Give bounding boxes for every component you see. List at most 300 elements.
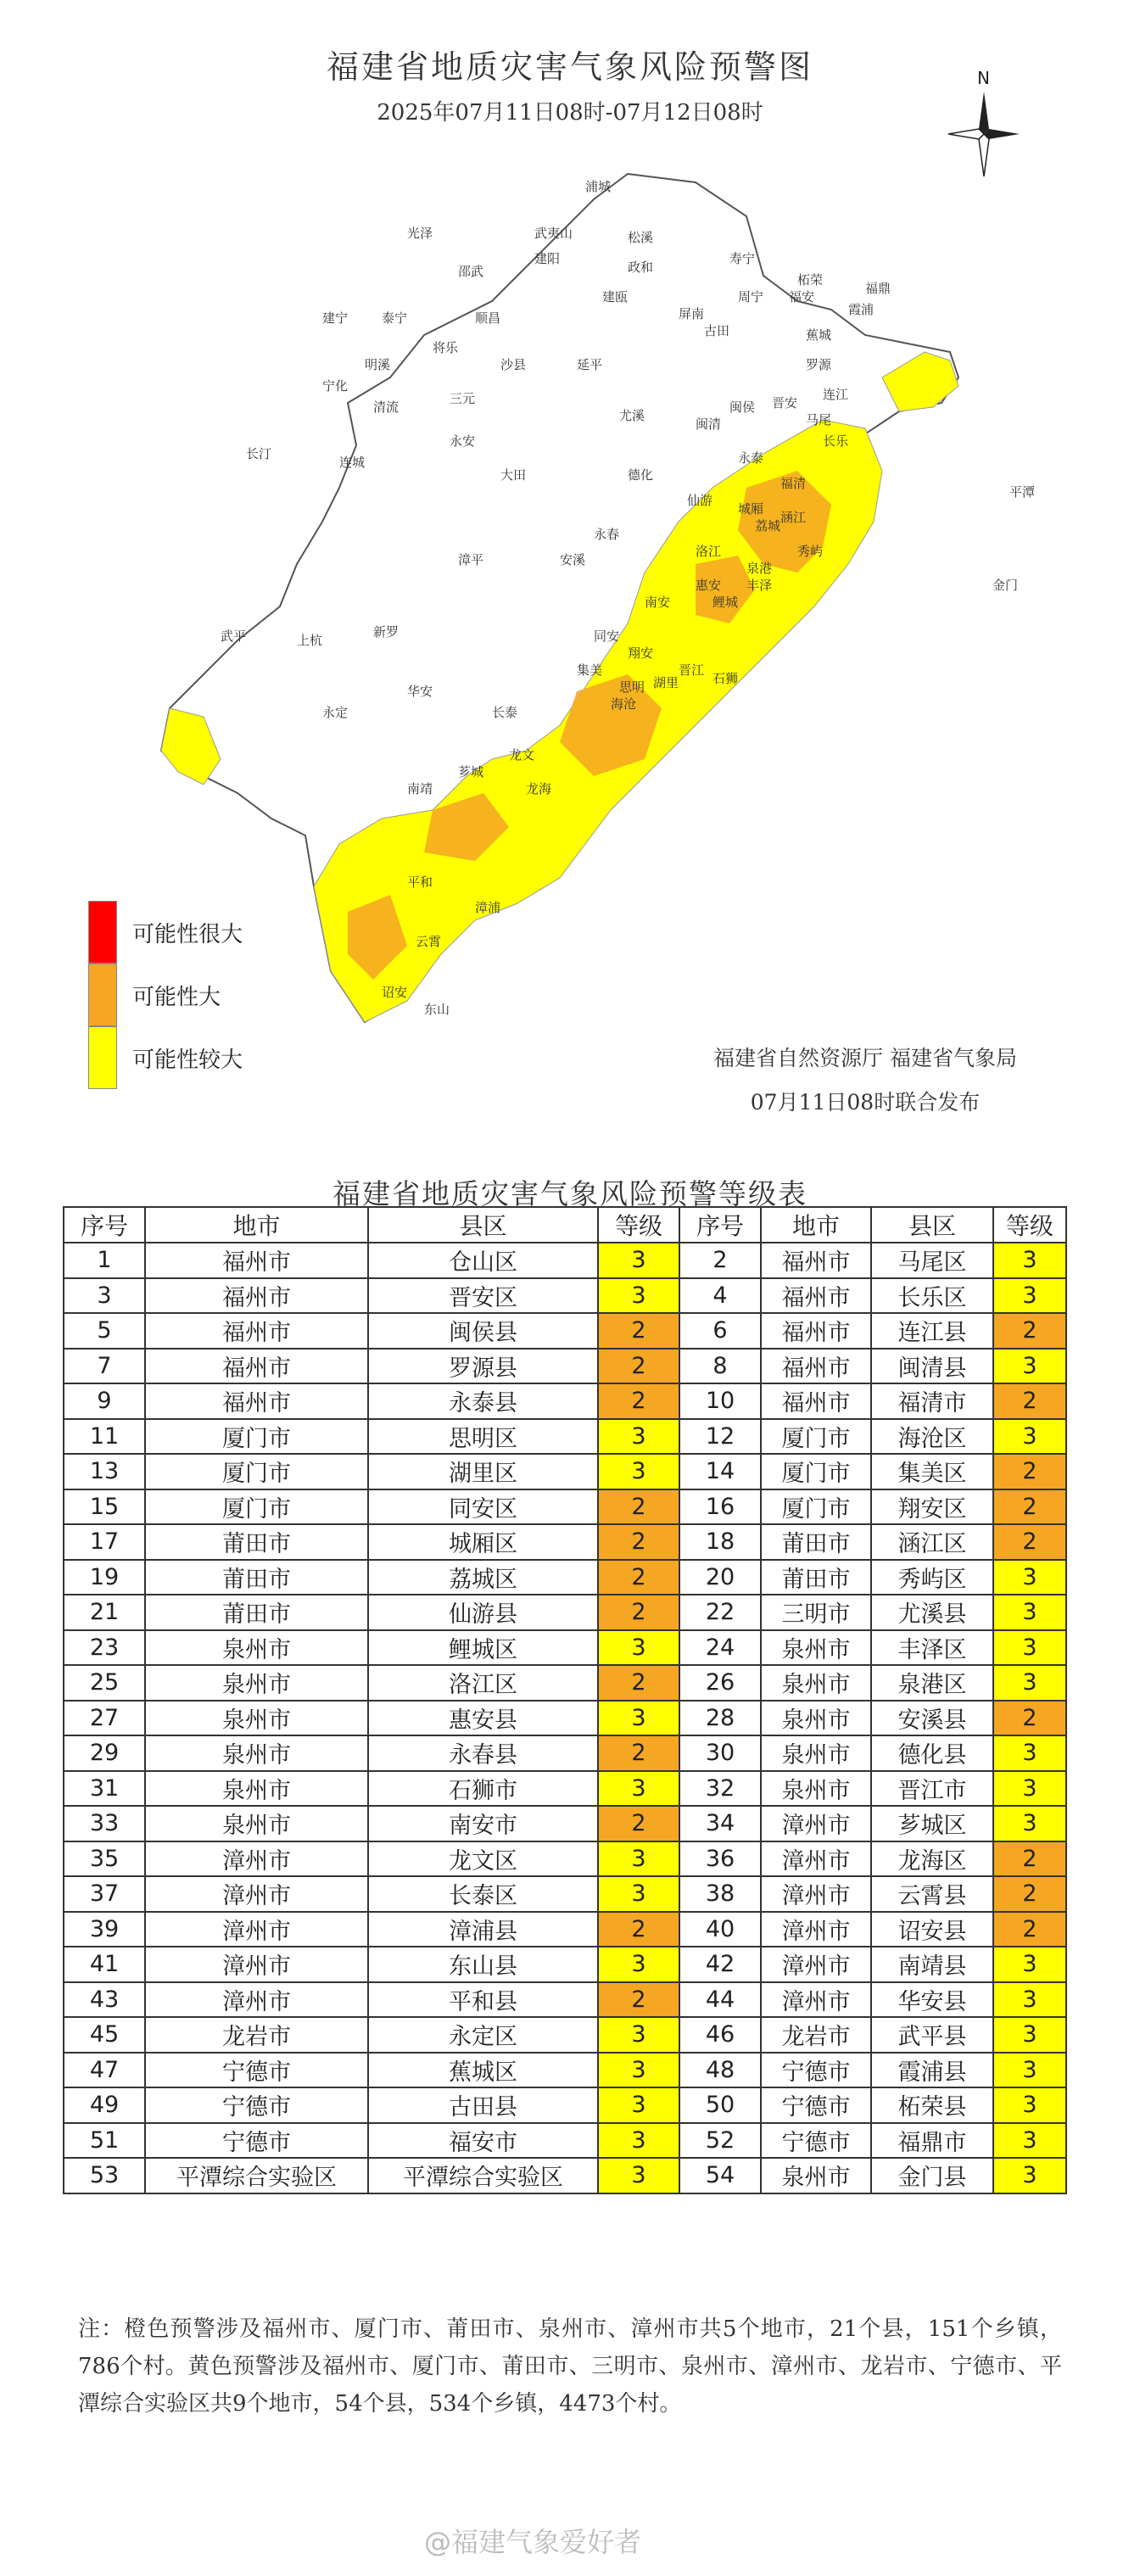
- cell-city: 福州市: [145, 1243, 368, 1278]
- cell-level: 3: [598, 1278, 679, 1314]
- cell-level: 3: [993, 1665, 1066, 1701]
- county-label: 浦城: [585, 179, 612, 194]
- cell-level: 2: [598, 1383, 679, 1419]
- cell-county: 长泰区: [368, 1876, 598, 1912]
- cell-number: 32: [679, 1771, 761, 1807]
- county-label: 顺昌: [475, 310, 501, 326]
- cell-county: 尤溪县: [871, 1595, 993, 1630]
- county-label: 柘荣: [797, 272, 824, 288]
- cell-number: 42: [679, 1947, 761, 1982]
- table-row: [64, 1313, 1066, 1349]
- cell-county: 华安县: [871, 1982, 993, 2018]
- table-row: [64, 1383, 1066, 1419]
- cell-level: 2: [598, 1735, 679, 1771]
- cell-county: 武平县: [871, 2017, 993, 2053]
- cell-city: 三明市: [761, 1595, 871, 1630]
- county-label: 诏安: [382, 985, 408, 1000]
- table-row: [64, 1278, 1066, 1314]
- cell-county: 云霄县: [871, 1876, 993, 1912]
- header-cell: 等级: [598, 1207, 679, 1243]
- table-row: [64, 2017, 1066, 2053]
- cell-level: 2: [598, 1560, 679, 1595]
- cell-number: 52: [679, 2123, 761, 2159]
- county-label: 尤溪: [619, 408, 645, 423]
- cell-county: 罗源县: [368, 1349, 598, 1384]
- cell-number: 46: [679, 2017, 761, 2053]
- county-label: 大田: [500, 467, 527, 483]
- cell-number: 31: [64, 1771, 145, 1807]
- cell-number: 29: [64, 1735, 145, 1771]
- cell-county: 福清市: [871, 1383, 993, 1419]
- table-row: [64, 1806, 1066, 1841]
- cell-level: 3: [598, 2053, 679, 2088]
- cell-city: 平潭综合实验区: [145, 2158, 368, 2193]
- county-label: 德化: [628, 467, 654, 483]
- county-label: 龙海: [526, 781, 552, 796]
- cell-level: 3: [598, 1419, 679, 1455]
- cell-level: 3: [598, 1876, 679, 1912]
- cell-level: 3: [598, 2158, 679, 2193]
- cell-county: 金门县: [871, 2158, 993, 2193]
- county-label: 漳平: [458, 552, 484, 567]
- header-cell: 序号: [679, 1207, 761, 1243]
- cell-county: 龙海区: [871, 1841, 993, 1877]
- county-label: 丰泽: [746, 578, 773, 593]
- cell-city: 漳州市: [761, 1806, 871, 1841]
- county-label: 晋江: [679, 662, 705, 678]
- county-label: 连江: [823, 387, 849, 402]
- cell-number: 36: [679, 1841, 761, 1877]
- cell-level: 3: [993, 1560, 1066, 1595]
- legend-swatch-high: [88, 964, 117, 1026]
- cell-level: 3: [598, 1841, 679, 1877]
- county-label: 荔城: [755, 518, 781, 534]
- cell-city: 漳州市: [145, 1912, 368, 1947]
- cell-number: 6: [679, 1313, 761, 1349]
- cell-county: 南靖县: [871, 1947, 993, 1982]
- cell-number: 43: [64, 1982, 145, 2018]
- cell-level: 3: [993, 1419, 1066, 1455]
- table-row: [64, 1595, 1066, 1630]
- legend-item-high: [88, 964, 243, 1026]
- cell-city: 漳州市: [145, 1876, 368, 1912]
- cell-city: 宁德市: [145, 2123, 368, 2159]
- cell-county: 晋江市: [871, 1771, 993, 1807]
- county-label: 同安: [594, 629, 620, 644]
- cell-county: 柘荣县: [871, 2087, 993, 2123]
- header-cell: 县区: [368, 1207, 598, 1243]
- cell-level: 3: [993, 1630, 1066, 1666]
- cell-city: 漳州市: [145, 1982, 368, 2018]
- county-label: 将乐: [433, 340, 459, 355]
- cell-city: 龙岩市: [761, 2017, 871, 2053]
- watermark: @福建气象爱好者: [424, 2526, 642, 2558]
- cell-city: 泉州市: [761, 1630, 871, 1666]
- legend-label: 可能性很大: [132, 921, 243, 947]
- cell-level: 2: [598, 1313, 679, 1349]
- publisher-block: [670, 1037, 1060, 1125]
- cell-county: 惠安县: [368, 1701, 598, 1736]
- county-label: 福清: [780, 476, 807, 491]
- table-row: [64, 1243, 1066, 1278]
- county-label: 古田: [704, 323, 730, 338]
- table-row: [64, 2087, 1066, 2123]
- cell-number: 17: [64, 1524, 145, 1560]
- cell-city: 福州市: [145, 1313, 368, 1349]
- county-label: 建宁: [322, 310, 349, 326]
- cell-county: 福鼎市: [871, 2123, 993, 2159]
- table-body: [64, 1243, 1066, 2193]
- cell-city: 泉州市: [145, 1665, 368, 1701]
- cell-number: 26: [679, 1665, 761, 1701]
- cell-number: 18: [679, 1524, 761, 1560]
- county-label: 金门: [992, 578, 1019, 593]
- cell-city: 泉州市: [145, 1630, 368, 1666]
- cell-level: 3: [993, 1595, 1066, 1630]
- cell-number: 27: [64, 1701, 145, 1736]
- cell-level: 2: [993, 1313, 1066, 1349]
- cell-level: 3: [993, 2017, 1066, 2053]
- cell-number: 22: [679, 1595, 761, 1630]
- cell-county: 漳浦县: [368, 1912, 598, 1947]
- note-text: 注：橙色预警涉及福州市、厦门市、莆田市、泉州市、漳州市共5个地市，21个县，151个乡镇，786个村。黄色预警涉及福州市、厦门市、莆田市、三明市、泉州市、漳州市、龙岩市、宁德市、平潭综合实验区共9个地市，54个县，534个乡镇，4473个村。: [78, 2316, 1062, 2417]
- cell-level: 3: [993, 1947, 1066, 1982]
- cell-number: 24: [679, 1630, 761, 1666]
- cell-number: 51: [64, 2123, 145, 2159]
- county-label: 芗城: [458, 764, 484, 780]
- cell-level: 3: [993, 1771, 1066, 1807]
- cell-number: 8: [679, 1349, 761, 1384]
- county-label: 新罗: [373, 624, 400, 640]
- county-label: 华安: [407, 684, 433, 699]
- county-label: 安溪: [560, 552, 586, 567]
- legend-item-higher: [88, 1026, 243, 1089]
- table-row: [64, 2123, 1066, 2159]
- cell-level: 3: [598, 1243, 679, 1278]
- cell-number: 53: [64, 2158, 145, 2193]
- cell-level: 3: [993, 1349, 1066, 1384]
- cell-number: 33: [64, 1806, 145, 1841]
- county-label: 屏南: [679, 306, 705, 321]
- cell-level: 3: [598, 2017, 679, 2053]
- table-row: [64, 1701, 1066, 1736]
- cell-county: 湖里区: [368, 1454, 598, 1489]
- cell-county: 永泰县: [368, 1383, 598, 1419]
- fujian-map: [153, 165, 1052, 1056]
- cell-county: 龙文区: [368, 1841, 598, 1877]
- county-label: 周宁: [738, 289, 764, 305]
- compass-north-label: N: [977, 68, 990, 88]
- county-label: 建阳: [534, 251, 561, 266]
- county-label: 翔安: [628, 645, 654, 661]
- table-row: [64, 2053, 1066, 2088]
- county-label: 石狮: [712, 671, 739, 686]
- county-label: 邵武: [458, 264, 484, 279]
- cell-level: 2: [598, 1595, 679, 1630]
- cell-county: 石狮市: [368, 1771, 598, 1807]
- county-label: 寿宁: [729, 251, 756, 266]
- cell-level: 3: [993, 1278, 1066, 1314]
- county-label: 沙县: [500, 357, 527, 372]
- cell-number: 21: [64, 1595, 145, 1630]
- cell-county: 蕉城区: [368, 2053, 598, 2088]
- county-label: 漳浦: [475, 900, 501, 915]
- county-label: 平潭: [1009, 484, 1036, 500]
- county-label: 南安: [645, 595, 671, 610]
- county-label: 洛江: [696, 544, 722, 559]
- county-label: 泉港: [746, 561, 773, 576]
- cell-county: 洛江区: [368, 1665, 598, 1701]
- legend-label: 可能性较大: [132, 1047, 243, 1073]
- cell-level: 2: [598, 1524, 679, 1560]
- cell-city: 福州市: [761, 1278, 871, 1314]
- cell-level: 2: [993, 1841, 1066, 1877]
- county-label: 城厢: [738, 501, 764, 517]
- cell-county: 城厢区: [368, 1524, 598, 1560]
- cell-county: 永春县: [368, 1735, 598, 1771]
- county-label: 光泽: [407, 226, 433, 241]
- cell-level: 3: [598, 1701, 679, 1736]
- cell-level: 3: [993, 1806, 1066, 1841]
- cell-number: 7: [64, 1349, 145, 1384]
- legend-label: 可能性大: [132, 984, 221, 1010]
- cell-county: 荔城区: [368, 1560, 598, 1595]
- cell-county: 诏安县: [871, 1912, 993, 1947]
- cell-level: 3: [993, 2053, 1066, 2088]
- county-label: 泰宁: [382, 310, 408, 326]
- publisher-release-time: 07月11日08时联合发布: [750, 1090, 981, 1115]
- cell-level: 2: [993, 1701, 1066, 1736]
- cell-county: 马尾区: [871, 1243, 993, 1278]
- cell-number: 45: [64, 2017, 145, 2053]
- cell-county: 长乐区: [871, 1278, 993, 1314]
- cell-county: 秀屿区: [871, 1560, 993, 1595]
- table-row: [64, 1841, 1066, 1877]
- cell-city: 福州市: [761, 1349, 871, 1384]
- cell-county: 海沧区: [871, 1419, 993, 1455]
- legend-item-very-high: [88, 901, 243, 964]
- county-label: 明溪: [365, 357, 391, 372]
- county-label: 福安: [789, 289, 815, 305]
- county-label: 永安: [450, 433, 476, 449]
- legend: [88, 901, 243, 1089]
- cell-county: 丰泽区: [871, 1630, 993, 1666]
- cell-city: 漳州市: [761, 1982, 871, 2018]
- cell-county: 仓山区: [368, 1243, 598, 1278]
- table-row: [64, 1982, 1066, 2018]
- county-label: 马尾: [806, 412, 832, 427]
- county-label: 秀屿: [797, 544, 824, 559]
- county-label: 建瓯: [602, 289, 629, 305]
- county-label: 闽侯: [729, 400, 756, 415]
- county-label: 上杭: [297, 633, 323, 648]
- cell-city: 莆田市: [145, 1560, 368, 1595]
- cell-level: 3: [993, 1243, 1066, 1278]
- cell-level: 2: [993, 1524, 1066, 1560]
- table-row: [64, 1454, 1066, 1489]
- cell-number: 19: [64, 1560, 145, 1595]
- cell-city: 厦门市: [145, 1454, 368, 1489]
- cell-city: 漳州市: [145, 1947, 368, 1982]
- county-label: 南靖: [407, 781, 433, 796]
- county-label: 武夷山: [534, 226, 573, 241]
- cell-number: 23: [64, 1630, 145, 1666]
- cell-county: 安溪县: [871, 1701, 993, 1736]
- cell-county: 闽清县: [871, 1349, 993, 1384]
- cell-county: 连江县: [871, 1313, 993, 1349]
- cell-number: 28: [679, 1701, 761, 1736]
- county-label: 永定: [322, 705, 349, 720]
- table-title: 福建省地质灾害气象风险预警等级表: [332, 1177, 808, 1210]
- cell-county: 鲤城区: [368, 1630, 598, 1666]
- cell-city: 宁德市: [145, 2053, 368, 2088]
- header-cell: 地市: [145, 1207, 368, 1243]
- legend-swatch-higher: [88, 1026, 117, 1089]
- cell-city: 福州市: [145, 1383, 368, 1419]
- county-label: 平和: [407, 874, 433, 890]
- cell-city: 莆田市: [761, 1524, 871, 1560]
- cell-number: 40: [679, 1912, 761, 1947]
- cell-city: 泉州市: [145, 1771, 368, 1807]
- cell-level: 3: [598, 2123, 679, 2159]
- map-subtitle: 2025年07月11日08时-07月12日08时: [377, 100, 763, 126]
- cell-level: 3: [993, 1735, 1066, 1771]
- cell-city: 莆田市: [145, 1595, 368, 1630]
- county-label: 长乐: [823, 433, 849, 449]
- cell-number: 4: [679, 1278, 761, 1314]
- cell-number: 1: [64, 1243, 145, 1278]
- cell-level: 2: [598, 1665, 679, 1701]
- county-label: 闽清: [696, 416, 722, 432]
- cell-level: 2: [993, 1383, 1066, 1419]
- cell-number: 2: [679, 1243, 761, 1278]
- fujian-province-outline: [161, 174, 958, 1022]
- risk-level-table: [63, 1206, 1067, 2194]
- county-label: 长汀: [246, 446, 272, 461]
- cell-city: 福州市: [145, 1278, 368, 1314]
- cell-number: 10: [679, 1383, 761, 1419]
- county-label: 永春: [594, 527, 620, 542]
- cell-level: 3: [598, 1454, 679, 1489]
- cell-number: 16: [679, 1489, 761, 1525]
- cell-county: 芗城区: [871, 1806, 993, 1841]
- cell-number: 38: [679, 1876, 761, 1912]
- cell-county: 晋安区: [368, 1278, 598, 1314]
- table-row: [64, 1912, 1066, 1947]
- cell-city: 厦门市: [145, 1489, 368, 1525]
- cell-number: 54: [679, 2158, 761, 2193]
- cell-city: 漳州市: [761, 1841, 871, 1877]
- cell-number: 11: [64, 1419, 145, 1455]
- cell-city: 泉州市: [761, 1735, 871, 1771]
- county-label: 永泰: [738, 450, 764, 466]
- cell-number: 9: [64, 1383, 145, 1419]
- table-row: [64, 1876, 1066, 1912]
- cell-number: 12: [679, 1419, 761, 1455]
- cell-city: 泉州市: [761, 1771, 871, 1807]
- cell-city: 厦门市: [761, 1489, 871, 1525]
- cell-number: 49: [64, 2087, 145, 2123]
- header-cell: 序号: [64, 1207, 145, 1243]
- county-label: 海沧: [611, 696, 637, 712]
- cell-county: 闽侯县: [368, 1313, 598, 1349]
- cell-county: 泉港区: [871, 1665, 993, 1701]
- cell-county: 平和县: [368, 1982, 598, 2018]
- cell-level: 3: [598, 2087, 679, 2123]
- cell-level: 2: [598, 1982, 679, 2018]
- cell-level: 2: [993, 1454, 1066, 1489]
- cell-number: 20: [679, 1560, 761, 1595]
- cell-city: 泉州市: [145, 1735, 368, 1771]
- table-row: [64, 1419, 1066, 1455]
- cell-county: 同安区: [368, 1489, 598, 1525]
- cell-county: 古田县: [368, 2087, 598, 2123]
- cell-level: 2: [598, 1349, 679, 1384]
- county-label: 三元: [450, 391, 476, 406]
- cell-number: 15: [64, 1489, 145, 1525]
- cell-level: 3: [598, 1630, 679, 1666]
- county-label: 霞浦: [848, 302, 875, 317]
- county-label: 延平: [577, 357, 603, 372]
- cell-city: 泉州市: [761, 1701, 871, 1736]
- cell-number: 13: [64, 1454, 145, 1489]
- county-label: 集美: [577, 662, 603, 678]
- cell-level: 3: [993, 2087, 1066, 2123]
- county-label: 政和: [628, 260, 654, 275]
- cell-city: 宁德市: [145, 2087, 368, 2123]
- cell-county: 南安市: [368, 1806, 598, 1841]
- cell-county: 翔安区: [871, 1489, 993, 1525]
- cell-city: 厦门市: [761, 1454, 871, 1489]
- cell-number: 3: [64, 1278, 145, 1314]
- table-row: [64, 1349, 1066, 1384]
- cell-city: 漳州市: [761, 1947, 871, 1982]
- table-row: [64, 1560, 1066, 1595]
- cell-county: 德化县: [871, 1735, 993, 1771]
- cell-county: 涵江区: [871, 1524, 993, 1560]
- table-row: [64, 1771, 1066, 1807]
- cell-city: 漳州市: [761, 1876, 871, 1912]
- table-row: [64, 1947, 1066, 1982]
- cell-city: 福州市: [761, 1243, 871, 1278]
- cell-city: 泉州市: [761, 1665, 871, 1701]
- cell-number: 25: [64, 1665, 145, 1701]
- table-row: [64, 1524, 1066, 1560]
- cell-level: 2: [993, 1912, 1066, 1947]
- header-cell: 等级: [993, 1207, 1066, 1243]
- cell-city: 厦门市: [145, 1419, 368, 1455]
- county-label: 涵江: [780, 510, 807, 525]
- cell-number: 41: [64, 1947, 145, 1982]
- cell-city: 宁德市: [761, 2123, 871, 2159]
- county-label: 长泰: [492, 705, 518, 720]
- cell-level: 2: [598, 1806, 679, 1841]
- table-row: [64, 1489, 1066, 1525]
- county-label: 宁化: [322, 378, 349, 394]
- county-label: 龙文: [509, 747, 535, 763]
- cell-level: 2: [598, 1489, 679, 1525]
- header-cell: 地市: [761, 1207, 871, 1243]
- cell-number: 30: [679, 1735, 761, 1771]
- cell-city: 福州市: [761, 1383, 871, 1419]
- cell-number: 14: [679, 1454, 761, 1489]
- cell-county: 霞浦县: [871, 2053, 993, 2088]
- legend-swatch-very-high: [88, 901, 117, 964]
- cell-county: 永定区: [368, 2017, 598, 2053]
- county-label: 武平: [221, 629, 247, 644]
- cell-number: 44: [679, 1982, 761, 2018]
- cell-number: 35: [64, 1841, 145, 1877]
